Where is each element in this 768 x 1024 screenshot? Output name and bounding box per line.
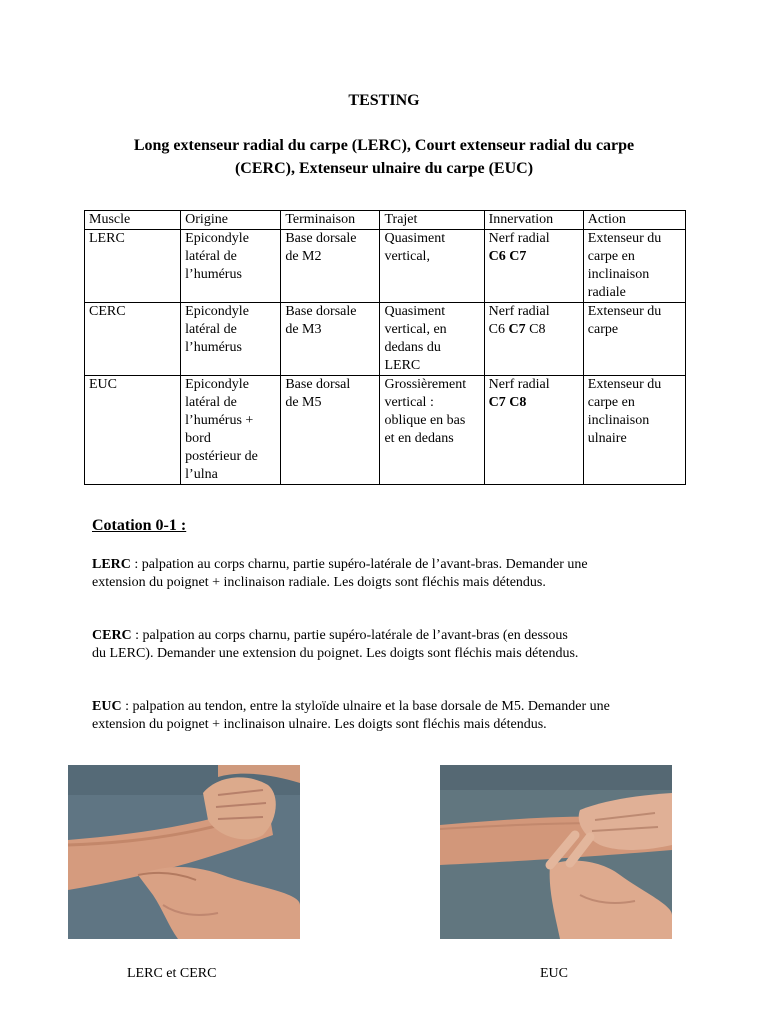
cell-line: Epicondyle [185,377,249,392]
cell-line: dedans du [384,340,441,355]
document-subtitle [84,134,684,180]
cell-line: l’ulna [185,467,218,482]
cell-line: Base dorsale [285,304,357,319]
cell-line: Quasiment [384,231,446,246]
nerve-root: C7 [508,322,526,337]
cell-line: Nerf radial [488,231,550,246]
cell-line: postérieur de [185,449,258,464]
cell-line: Epicondyle [185,231,249,246]
cell-line: radiale [587,285,626,300]
cell-trajet [380,230,484,303]
caption-euc: EUC [540,966,568,981]
header-innervation: Innervation [484,211,583,230]
cell-innervation [484,303,583,376]
cell-line: Base dorsale [285,231,357,246]
cell-origine [181,376,281,485]
paragraph-term: EUC [92,699,122,714]
paragraph-line: extension du poignet + inclinaison radiale. Les doigts sont fléchis mais détendus. [92,575,546,590]
cell-line: latéral de [185,322,237,337]
cell-line: vertical, [384,249,430,264]
cell-line: latéral de [185,395,237,410]
cell-line: l’humérus + [185,413,254,428]
cell-line: Nerf radial [488,377,550,392]
cell-line: latéral de [185,249,237,264]
caption-lerc-cerc: LERC et CERC [127,966,217,981]
cell-line: Extenseur du [587,231,662,246]
paragraph-text: : palpation au tendon, entre la styloïde ulnaire et la base dorsale de M5. Demander une [121,699,610,714]
cell-line: LERC [89,231,125,246]
document-title: TESTING [348,92,420,109]
cell-line: CERC [89,304,126,319]
table-row [85,376,686,485]
cell-innervation [484,230,583,303]
cell-line: Grossièrement [384,377,467,392]
cell-trajet [380,376,484,485]
paragraph-euc [92,698,682,734]
cell-line: Extenseur du [587,377,662,392]
paragraph-line [92,556,682,574]
header-trajet: Trajet [380,211,484,230]
cell-line: carpe en [587,249,635,264]
header-origine: Origine [181,211,281,230]
cell-line: vertical : [384,395,434,410]
paragraph-text: : palpation au corps charnu, partie supéro-latérale de l’avant-bras (en dessous [131,628,568,643]
table-header-row [85,211,686,230]
cell-line: de M3 [285,322,322,337]
subtitle-line-1: Long extenseur radial du carpe (LERC), Court extenseur radial du carpe [133,137,635,154]
cell-innervation [484,376,583,485]
paragraph-cerc [92,627,682,663]
cell-line: oblique en bas [384,413,466,428]
nerve-root: C6 C7 [488,249,527,264]
cell-line: ulnaire [587,431,627,446]
paragraph-line [92,698,682,716]
cell-muscle [85,303,181,376]
cell-terminaison [281,230,380,303]
cell-line [489,321,579,339]
subtitle-line-2: (CERC), Extenseur ulnaire du carpe (EUC) [234,160,534,177]
cell-line: carpe en [587,395,635,410]
cell-line: Extenseur du [587,304,662,319]
muscle-table [84,210,686,485]
cell-line: et en dedans [384,431,454,446]
cell-origine [181,230,281,303]
cell-line [489,394,579,412]
cell-line: carpe [587,322,619,337]
paragraph-line [92,627,682,645]
cell-action [583,376,685,485]
nerve-root: C7 C8 [488,395,527,410]
paragraph-term: LERC [92,557,131,572]
cell-line: Base dorsal [285,377,351,392]
cell-line: l’humérus [185,340,242,355]
photo-euc [440,765,672,939]
cell-line: Nerf radial [488,304,550,319]
cell-line: inclinaison [587,413,650,428]
cell-origine [181,303,281,376]
table-row [85,230,686,303]
header-muscle: Muscle [85,211,181,230]
photo-lerc-cerc [68,765,300,939]
cell-terminaison [281,376,380,485]
cell-line [489,248,579,266]
cell-line: Quasiment [384,304,446,319]
nerve-root: C6 [488,322,509,337]
paragraph-line: du LERC). Demander une extension du poignet. Les doigts sont fléchis mais détendus. [92,646,579,661]
cell-muscle [85,230,181,303]
cell-line: EUC [89,377,117,392]
cell-trajet [380,303,484,376]
cell-action [583,230,685,303]
cell-line: vertical, en [384,322,447,337]
cell-line: bord [185,431,211,446]
nerve-root: C8 [525,322,546,337]
cell-line: Epicondyle [185,304,249,319]
cotation-heading: Cotation 0-1 : [92,517,187,534]
cell-line: l’humérus [185,267,242,282]
paragraph-text: : palpation au corps charnu, partie supéro-latérale de l’avant-bras. Demander une [130,557,588,572]
header-terminaison: Terminaison [281,211,380,230]
cell-action [583,303,685,376]
cell-line: LERC [384,358,421,373]
cell-line: inclinaison [587,267,650,282]
table-row [85,303,686,376]
cell-line: de M2 [285,249,322,264]
cell-terminaison [281,303,380,376]
paragraph-term: CERC [92,628,132,643]
cell-line: de M5 [285,395,322,410]
cell-muscle [85,376,181,485]
paragraph-line: extension du poignet + inclinaison ulnaire. Les doigts sont fléchis mais détendus. [92,717,547,732]
header-action: Action [583,211,685,230]
paragraph-lerc [92,556,682,592]
